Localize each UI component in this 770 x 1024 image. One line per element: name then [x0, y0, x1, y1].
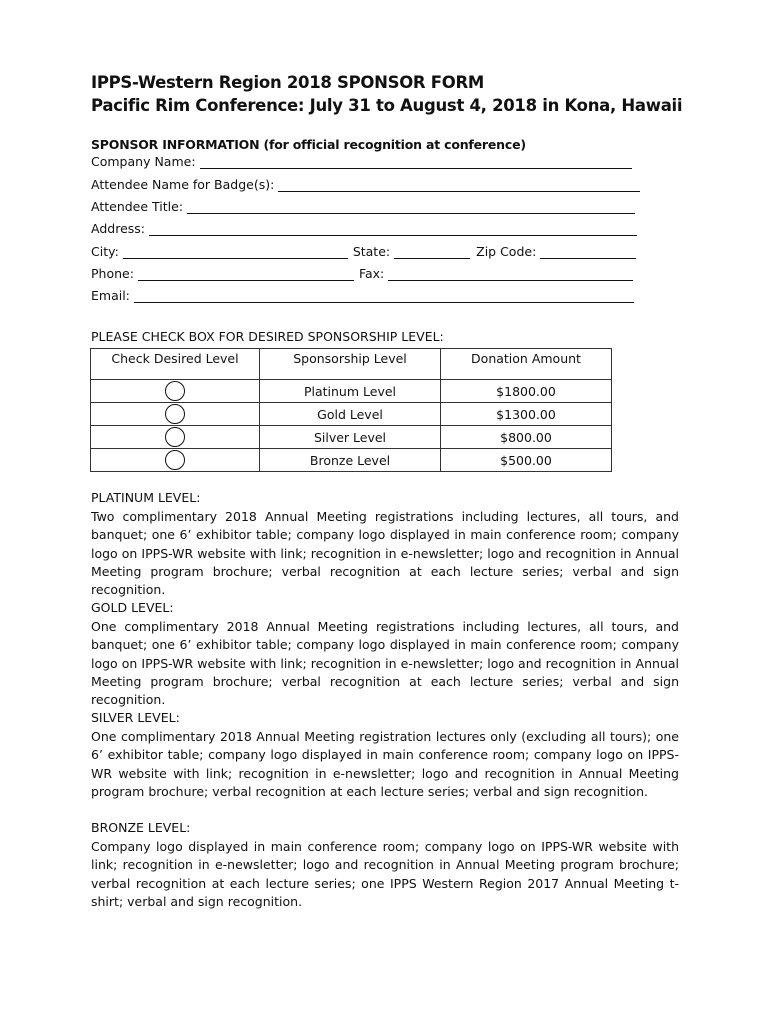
- email-label: Email:: [91, 288, 130, 303]
- bronze-description: Company logo displayed in main conference room; company logo on IPPS-WR website with link; recognition in e-newsletter; logo and recognition in Annual Meeting program brochure; verbal recognition at each lecture series; one IPPS Western Region 2017 Annual Meeting t-shirt; verbal and sign recognition.: [91, 839, 679, 909]
- level-cell: Gold Level: [260, 403, 441, 426]
- address-row: [91, 218, 637, 236]
- attendee-badge-label: Attendee Name for Badge(s):: [91, 177, 275, 192]
- checkbox-cell: [91, 380, 260, 403]
- sponsorship-level-table: [90, 348, 612, 472]
- checkbox-cell: [91, 449, 260, 472]
- table-row: [91, 449, 612, 472]
- bronze-heading: BRONZE LEVEL:: [91, 820, 191, 835]
- checkbox-cell: [91, 403, 260, 426]
- platinum-heading: PLATINUM LEVEL:: [91, 490, 201, 505]
- level-cell: Platinum Level: [260, 380, 441, 403]
- state-label: State:: [352, 244, 391, 259]
- city-state-zip-row: [91, 241, 636, 259]
- attendee-title-label: Attendee Title:: [91, 199, 184, 214]
- address-label: Address:: [91, 221, 145, 236]
- checkbox-cell: [91, 426, 260, 449]
- conference-subtitle: Pacific Rim Conference: July 31 to August 4, 2018 in Kona, Hawaii: [91, 96, 683, 115]
- phone-fax-row: [91, 263, 633, 281]
- attendee-title-row: [91, 196, 635, 214]
- attendee-badge-field[interactable]: [278, 178, 640, 192]
- silver-heading: SILVER LEVEL:: [91, 710, 180, 725]
- amount-cell: $1800.00: [441, 380, 612, 403]
- city-field[interactable]: [123, 245, 348, 259]
- form-title: IPPS-Western Region 2018 SPONSOR FORM: [91, 73, 484, 92]
- phone-label: Phone:: [91, 266, 134, 281]
- level-cell: Bronze Level: [260, 449, 441, 472]
- attendee-title-field[interactable]: [187, 200, 635, 214]
- gold-check-circle[interactable]: [165, 404, 185, 424]
- amount-cell: $800.00: [441, 426, 612, 449]
- silver-description: One complimentary 2018 Annual Meeting registration lectures only (excluding all tours); one 6’ exhibitor table; company logo displayed in main conference room; company logo on IPPS-WR website with link; recognition in e-newsletter; logo and recognition in Annual Meeting program brochure; verbal recognition at each lecture series; verbal and sign recognition.: [91, 729, 679, 799]
- email-row: [91, 285, 634, 303]
- phone-field[interactable]: [138, 267, 354, 281]
- silver-check-circle[interactable]: [165, 427, 185, 447]
- state-field[interactable]: [394, 245, 470, 259]
- sponsor-info-heading: SPONSOR INFORMATION (for official recognition at conference): [91, 137, 526, 152]
- company-name-label: Company Name:: [91, 154, 196, 169]
- email-field[interactable]: [134, 289, 634, 303]
- city-label: City:: [91, 244, 119, 259]
- bronze-check-circle[interactable]: [165, 450, 185, 470]
- gold-description: One complimentary 2018 Annual Meeting registrations including lectures, all tours, and banquet; one 6’ exhibitor table; company logo displayed in main conference room; company logo on IPPS-WR website with link; recognition in e-newsletter; logo and recognition in Annual Meeting program brochure; verbal recognition at each lecture series; verbal and sign recognition.: [91, 619, 679, 708]
- platinum-description: Two complimentary 2018 Annual Meeting registrations including lectures, all tours, and banquet; one 6’ exhibitor table; company logo displayed in main conference room; company logo on IPPS-WR website with link; recognition in e-newsletter; logo and recognition in Annual Meeting program brochure; verbal recognition at each lecture series; verbal and sign recognition.: [91, 509, 679, 598]
- table-row: [91, 403, 612, 426]
- sponsorship-instruction: PLEASE CHECK BOX FOR DESIRED SPONSORSHIP LEVEL:: [91, 329, 444, 344]
- table-header-row: [91, 349, 612, 380]
- column-header-check: Check Desired Level: [91, 349, 260, 380]
- zip-label: Zip Code:: [476, 244, 537, 259]
- company-name-row: [91, 151, 632, 169]
- column-header-amount: Donation Amount: [441, 349, 612, 380]
- fax-label: Fax:: [358, 266, 385, 281]
- column-header-level: Sponsorship Level: [260, 349, 441, 380]
- platinum-check-circle[interactable]: [165, 381, 185, 401]
- gold-heading: GOLD LEVEL:: [91, 600, 174, 615]
- fax-field[interactable]: [388, 267, 633, 281]
- zip-field[interactable]: [540, 245, 636, 259]
- attendee-badge-row: [91, 174, 640, 192]
- address-field[interactable]: [149, 222, 637, 236]
- company-name-field[interactable]: [200, 155, 632, 169]
- table-row: [91, 380, 612, 403]
- amount-cell: $500.00: [441, 449, 612, 472]
- table-row: [91, 426, 612, 449]
- level-cell: Silver Level: [260, 426, 441, 449]
- amount-cell: $1300.00: [441, 403, 612, 426]
